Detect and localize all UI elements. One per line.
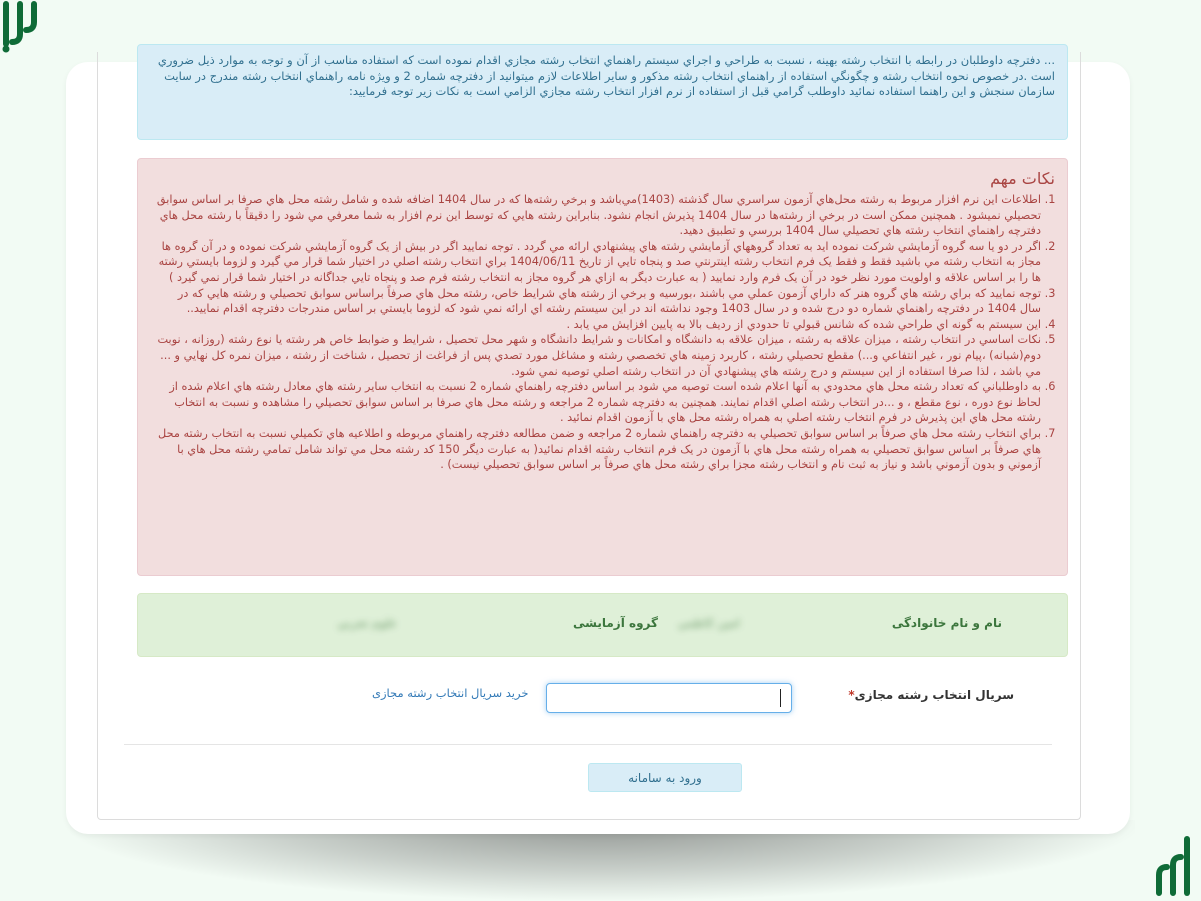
- user-info-panel: [137, 593, 1068, 657]
- required-mark: *: [848, 688, 855, 702]
- text-caret: [780, 689, 781, 707]
- buy-serial-link[interactable]: خرید سریال انتخاب رشته مجازی: [372, 686, 529, 700]
- brand-logo-icon: [0, 0, 46, 54]
- brand-logo-icon: [1151, 835, 1195, 899]
- note-item: 1. اطلاعات اين نرم افزار مربوط به رشته محل‌هاي آزمون سراسري سال گذشته (1403)مي‌باشد و برخي رشته‌ها كه در سال 1404 اضافه شده و شامل رشته محل هاي صرفا بر اساس سوابق تحصيلي نميشود . همچنين ممكن است در برخي از رشته‌ها در سال 1404 پذيرش انجام نشود. بنابراين رشته هايي كه توسط اين نرم افزار به شما معرفي مي شود را دقيقاً با رشته محل هاي دفترچه راهنماي انتخاب رشته هاي تحصيلي سال 1404 بررسي و تطبيق دهيد.: [154, 192, 1041, 239]
- serial-input[interactable]: [546, 683, 792, 713]
- name-value: امين كاظمي: [677, 616, 740, 630]
- note-item: 2. اگر در دو يا سه گروه آزمايشي شركت نموده ايد به تعداد گروههاي آزمايشي رشته هاي پيشنهادي ارائه مي گردد . توجه نماييد اگر در بيش از يک گروه آزمايشي شركت نموده و در آن گروه ها مجاز به انتخاب رشته مي باشيد فقط و فقط يک فرم انتخاب رشته اينترنتي صد و پنجاه تايي از تاريخ 1404/06/11 براي انتخاب رشته اصلي در اختيار شما قرار مي گيرد و لزوما بايستي رشته ها را بر اساس علاقه و اولويت مورد نظر خود در آن يک فرم وارد نماييد ( به عبارت ديگر به ازاي هر گروه مجاز به انتخاب رشته فرم صد و پنجاه تايي جداگانه در اختيار شما قرار نمي گيرد ): [154, 239, 1041, 286]
- note-item: 7. براي انتخاب رشته محل هاي صرفاً بر اساس سوابق تحصيلي به دفترچه راهنماي شماره 2 مراجعه و ضمن مطالعه دفترچه راهنماي مربوطه و اطلاعيه هاي تكميلي نسبت به انتخاب رشته محل هاي صرفاً بر اساس سوابق تحصيلي به همراه رشته محل هاي با آزمون در يک فرم انتخاب رشته اقدام نمائيد( به عبارت ديگر 150 كد رشته محل مي تواند شامل تمامي رشته محل هاي با آزموني و بدون آزموني باشد و نياز به ثبت نام و انتخاب رشته مجزا براي رشته محل هاي صرفاً بر اساس سوابق تحصيلي نيست) .: [154, 426, 1041, 473]
- note-item: 4. اين سيستم به گونه اي طراحي شده كه شانس قبولي تا حدودي از رديف بالا به پايين افزايش مي يابد .: [154, 317, 1041, 333]
- note-item: 6. به داوطلباني كه تعداد رشته محل هاي محدودي به آنها اعلام شده است توصيه مي شود بر اساس دفترچه راهنماي شماره 2 نسبت به انتخاب ساير رشته هاي معادل رشته هاي اعلام شده از لحاظ نوع دوره ، نوع مقطع ، و ...در انتخاب رشته اصلي اقدام نمايند. همچنين به دفترچه شماره 2 مراجعه و رشته محل هاي صرفا بر اساس سوابق تحصيلي را مشاهده و نسبت به انتخاب رشته محل هاي اين پذيرش در فرم انتخاب رشته اصلي به همراه رشته محل هاي با آزمون اقدام نمائيد .: [154, 379, 1041, 426]
- notes-list: [154, 192, 1055, 473]
- important-notes-alert: [137, 158, 1068, 576]
- info-alert: [137, 44, 1068, 140]
- serial-label: [848, 688, 1014, 702]
- name-label: نام و نام خانوادگی: [891, 616, 1002, 630]
- main-card: [66, 53, 1130, 834]
- group-value: علوم تجربي: [337, 616, 397, 630]
- note-item: 3. توجه نماييد كه براي رشته هاي گروه هنر كه داراي آزمون عملي مي باشند ،بورسيه و برخي از رشته هاي شرايط خاص، رشته محل هاي صرفاً براساس سوابق تحصيلي و رشته هايي كه در سال 1404 در دفترچه راهنماي شماره دو درج شده و در سال 1403 وجود نداشته اند در اين سيستم رشته اي ارائه نمي شود كه لزوما بايستي بر اساس مندرجات دفترچه اقدام نماييد..: [154, 286, 1041, 317]
- serial-label-text: سریال انتخاب رشته مجازی: [854, 688, 1014, 702]
- login-button[interactable]: ورود به سامانه: [588, 763, 742, 792]
- form-divider: [124, 744, 1052, 745]
- notes-title: نكات مهم: [990, 169, 1055, 188]
- info-text: ... دفترچه داوطلبان در رابطه با انتخاب رشته بهينه ، نسبت به طراحي و اجراي سيستم راهنماي انتخاب رشته مجازي اقدام نموده است كه استفاده مناسب از آن و توجه به موارد ذيل ضروري است .در خصوص نحوه انتخاب رشته و چگونگي استفاده از راهنماي انتخاب رشته مذكور و ساير اطلاعات لازم ميتوانيد از دفترچه شماره 2 و ويژه نامه راهنماي انتخاب رشته مندرج در سايت سازمان سنجش و اين راهنما استفاده نمائيد داوطلب گرامي قبل از استفاده از نرم افزار انتخاب رشته مجازي الزامي است به نكات زير توجه فرماييد:: [157, 53, 1055, 98]
- group-label: گروه آزمایشی: [573, 616, 658, 630]
- note-item: 5. نكات اساسي در انتخاب رشته ، ميزان علاقه به رشته ، ميزان علاقه به دانشگاه و امكانات و شرايط دانشگاه و شهر محل تحصيل ، شرايط و ضوابط خاص هر رشته يا نوع رشته (روزانه ، نوبت دوم(شبانه) ،پيام نور ، غير انتفاعي و...) مقطع تحصيلي رشته ، كاربرد زمينه هاي تخصصي رشته و مشاغل مورد تصدي پس از فراغت از تحصيل ، شناخت از رشته ، ميزان نمره كل نهايي و ... مي باشد ، لذا صرفا استفاده از اين سيستم و درج رشته هاي پيشنهادي آن در انتخاب رشته اصلي توصيه نمي شود.: [154, 332, 1041, 379]
